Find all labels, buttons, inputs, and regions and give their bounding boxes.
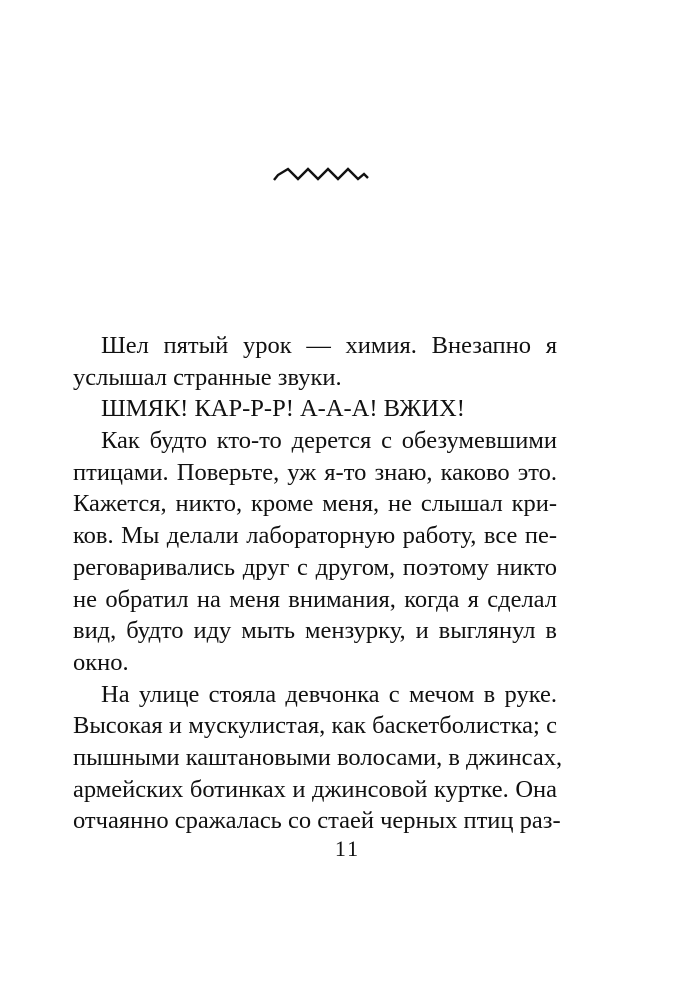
text-line: Кажется, никто, кроме меня, не слышал кри-: [73, 490, 557, 518]
text-line: Как будто кто-то дерется с обезумевшими: [101, 427, 557, 455]
text-line: не обратил на меня внимания, когда я сделал: [73, 585, 557, 613]
text-line: птицами. Поверьте, уж я-то знаю, каково это.: [73, 458, 557, 486]
text-line: вид, будто иду мыть мензурку, и выглянул в: [73, 617, 557, 645]
text-line: Высокая и мускулистая, как баскетболистка; с: [73, 712, 557, 740]
body-text: [73, 330, 563, 837]
text-line: Шел пятый урок — химия. Внезапно я: [101, 332, 557, 359]
text-line: отчаянно сражалась со стаей черных птиц раз-: [73, 807, 561, 835]
text-line: услышал странные звуки.: [73, 363, 342, 391]
page-number: 11: [334, 836, 361, 861]
text-line: пышными каштановыми волосами, в джинсах,: [73, 743, 563, 771]
zigzag-ornament-icon: [272, 164, 370, 184]
text-line: ков. Мы делали лабораторную работу, все пе-: [73, 522, 557, 550]
text-line: окно.: [73, 648, 129, 676]
text-line: реговаривались друг с другом, поэтому никто: [73, 553, 557, 581]
text-line: На улице стояла девчонка с мечом в руке.: [101, 680, 557, 708]
text-line: армейских ботинках и джинсовой куртке. Она: [73, 775, 557, 803]
text-line: ШМЯК! КАР-Р-Р! А-А-А! ВЖИХ!: [101, 395, 465, 423]
